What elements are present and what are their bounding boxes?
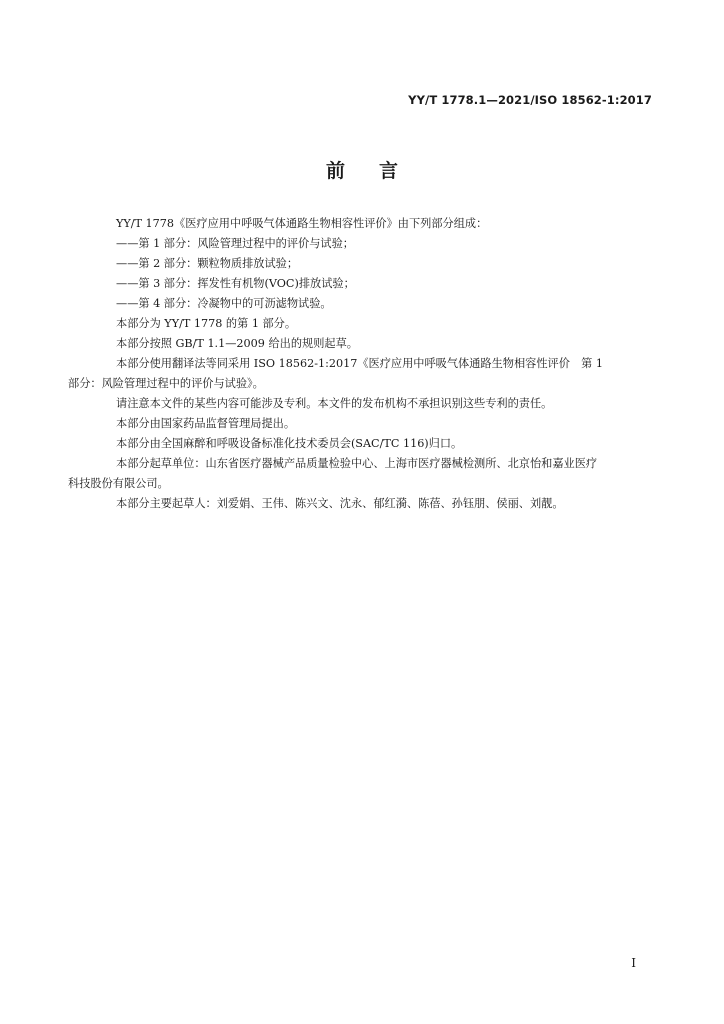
paragraph-translation-line-1: 本部分使用翻译法等同采用 ISO 18562-1:2017《医疗应用中呼吸气体通路生物相容性评价 第 1	[116, 357, 603, 370]
list-item-part-1: ——第 1 部分：风险管理过程中的评价与试验；	[116, 237, 354, 250]
foreword-body	[68, 214, 652, 514]
paragraph-under-jurisdiction: 本部分由全国麻醉和呼吸设备标准化技术委员会(SAC/TC 116)归口。	[116, 437, 463, 450]
paragraph-drafting-units-line-1: 本部分起草单位：山东省医疗器械产品质量检验中心、上海市医疗器械检测所、北京怡和嘉业医疗	[116, 457, 598, 470]
paragraph-drafting-units-line-2: 科技股份有限公司。	[68, 477, 169, 490]
paragraph-patent-notice: 请注意本文件的某些内容可能涉及专利。本文件的发布机构不承担识别这些专利的责任。	[116, 397, 553, 410]
standard-number-header: YY/T 1778.1—2021/ISO 18562-1:2017	[408, 93, 652, 107]
paragraph-drafting-rules: 本部分按照 GB/T 1.1—2009 给出的规则起草。	[116, 337, 358, 350]
paragraph-intro: YY/T 1778《医疗应用中呼吸气体通路生物相容性评价》由下列部分组成：	[116, 217, 488, 230]
list-item-part-3: ——第 3 部分：挥发性有机物(VOC)排放试验；	[116, 277, 355, 290]
page-title: 前言	[325, 160, 432, 182]
paragraph-translation-line-2: 部分：风险管理过程中的评价与试验》。	[68, 377, 264, 390]
paragraph-proposed-by: 本部分由国家药品监督管理局提出。	[116, 417, 296, 430]
list-item-part-4: ——第 4 部分：冷凝物中的可沥滤物试验。	[116, 297, 332, 310]
page-number: I	[631, 956, 636, 970]
paragraph-main-drafters: 本部分主要起草人：刘爱娟、王伟、陈兴文、沈永、郁红漪、陈蓓、孙钰朋、侯丽、刘靓。	[116, 497, 564, 510]
paragraph-part-statement: 本部分为 YY/T 1778 的第 1 部分。	[116, 317, 297, 330]
list-item-part-2: ——第 2 部分：颗粒物质排放试验；	[116, 257, 299, 270]
